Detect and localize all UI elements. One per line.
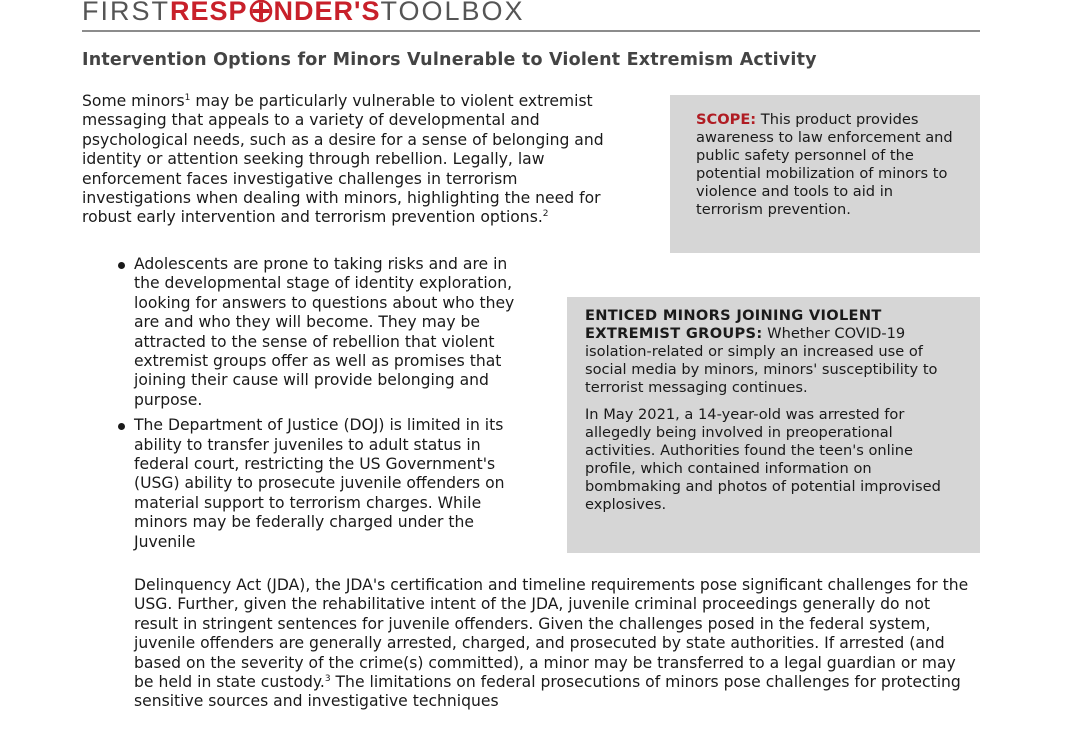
- footnote-ref-1[interactable]: 1: [184, 93, 191, 103]
- bullet-icon: [118, 262, 125, 269]
- bullet-text-2: The Department of Justice (DOJ) is limited in its ability to transfer juveniles to adult status in federal court, restricting the US Government's (USG) ability to prosecute juvenile offenders on material support to terrorism charges. While minors may be federally charged under the Juvenile: [134, 416, 505, 551]
- logo: [82, 0, 525, 27]
- list-item: [112, 416, 537, 552]
- enticed-paragraph-2: In May 2021, a 14-year-old was arrested for allegedly being involved in preoperational activities. Authorities found the teen's online profile, which contained information on bombmaking and photos of potential improvised explosives.: [585, 406, 941, 513]
- bullet-icon: [118, 423, 125, 430]
- enticed-heading: ENTICED MINORS JOINING VIOLENT EXTREMIST GROUPS:: [585, 307, 882, 342]
- bullet-text-1: Adolescents are prone to taking risks and are in the developmental stage of identity exploration, looking for answers to questions about who they are and who they will become. They may be attracted to the sense of rebellion that violent extremist groups offer as well as promises that joining their cause will provide belonging and purpose.: [134, 255, 515, 409]
- logo-resp: RESP: [170, 0, 248, 26]
- footnote-ref-3[interactable]: 3: [324, 674, 331, 685]
- intro-paragraph: [82, 92, 627, 228]
- scope-label: SCOPE:: [696, 111, 757, 128]
- scope-box: [670, 95, 980, 253]
- intro-text-a: Some minors: [82, 92, 185, 110]
- list-item: [112, 255, 537, 410]
- enticed-lead: Whether COVID-19 isolation-related or simply an increased use of social media by minors, minors' susceptibility to terrorist messaging continues.: [585, 325, 938, 396]
- continuation-text-b: The limitations on federal prosecutions of minors pose challenges for protecting sensitive sources and investigative techniques: [134, 673, 961, 711]
- logo-toolbox: TOOLBOX: [380, 0, 525, 26]
- enticed-minors-box: [567, 297, 980, 553]
- masthead: [82, 0, 980, 32]
- continuation-paragraph: [134, 576, 974, 712]
- bullet-list: [112, 255, 537, 558]
- footnote-ref-2[interactable]: 2: [542, 209, 549, 220]
- page-title: Intervention Options for Minors Vulnerable to Violent Extremism Activity: [82, 50, 817, 70]
- scope-text: This product provides awareness to law enforcement and public safety personnel of the potential mobilization of minors to violence and tools to aid in terrorism prevention.: [696, 111, 953, 218]
- enticed-paragraph-1: [585, 307, 962, 397]
- intro-text-b: may be particularly vulnerable to violent extremist messaging that appeals to a variety of developmental and psychological needs, such as a desire for a sense of belonging and identity or attention seeking through rebellion. Legally, law enforcement faces investigative challenges in terrorism investigations when dealing with minors, highlighting the need for robust early intervention and terrorism prevention options.: [82, 92, 604, 227]
- star-of-life-icon: [249, 0, 273, 22]
- logo-first: FIRST: [82, 0, 170, 26]
- continuation-text-a: Delinquency Act (JDA), the JDA's certification and timeline requirements pose significant challenges for the USG. Further, given the rehabilitative intent of the JDA, juvenile criminal proceedings generally do not result in stringent sentences for juvenile offenders. Given the challenges posed in the federal system, juvenile offenders are generally arrested, charged, and prosecuted by state authorities. If arrested (and based on the severity of the crime(s) committed), a minor may be transferred to a legal guardian or may be held in state custody.: [134, 576, 969, 692]
- logo-nders: NDER'S: [273, 0, 381, 26]
